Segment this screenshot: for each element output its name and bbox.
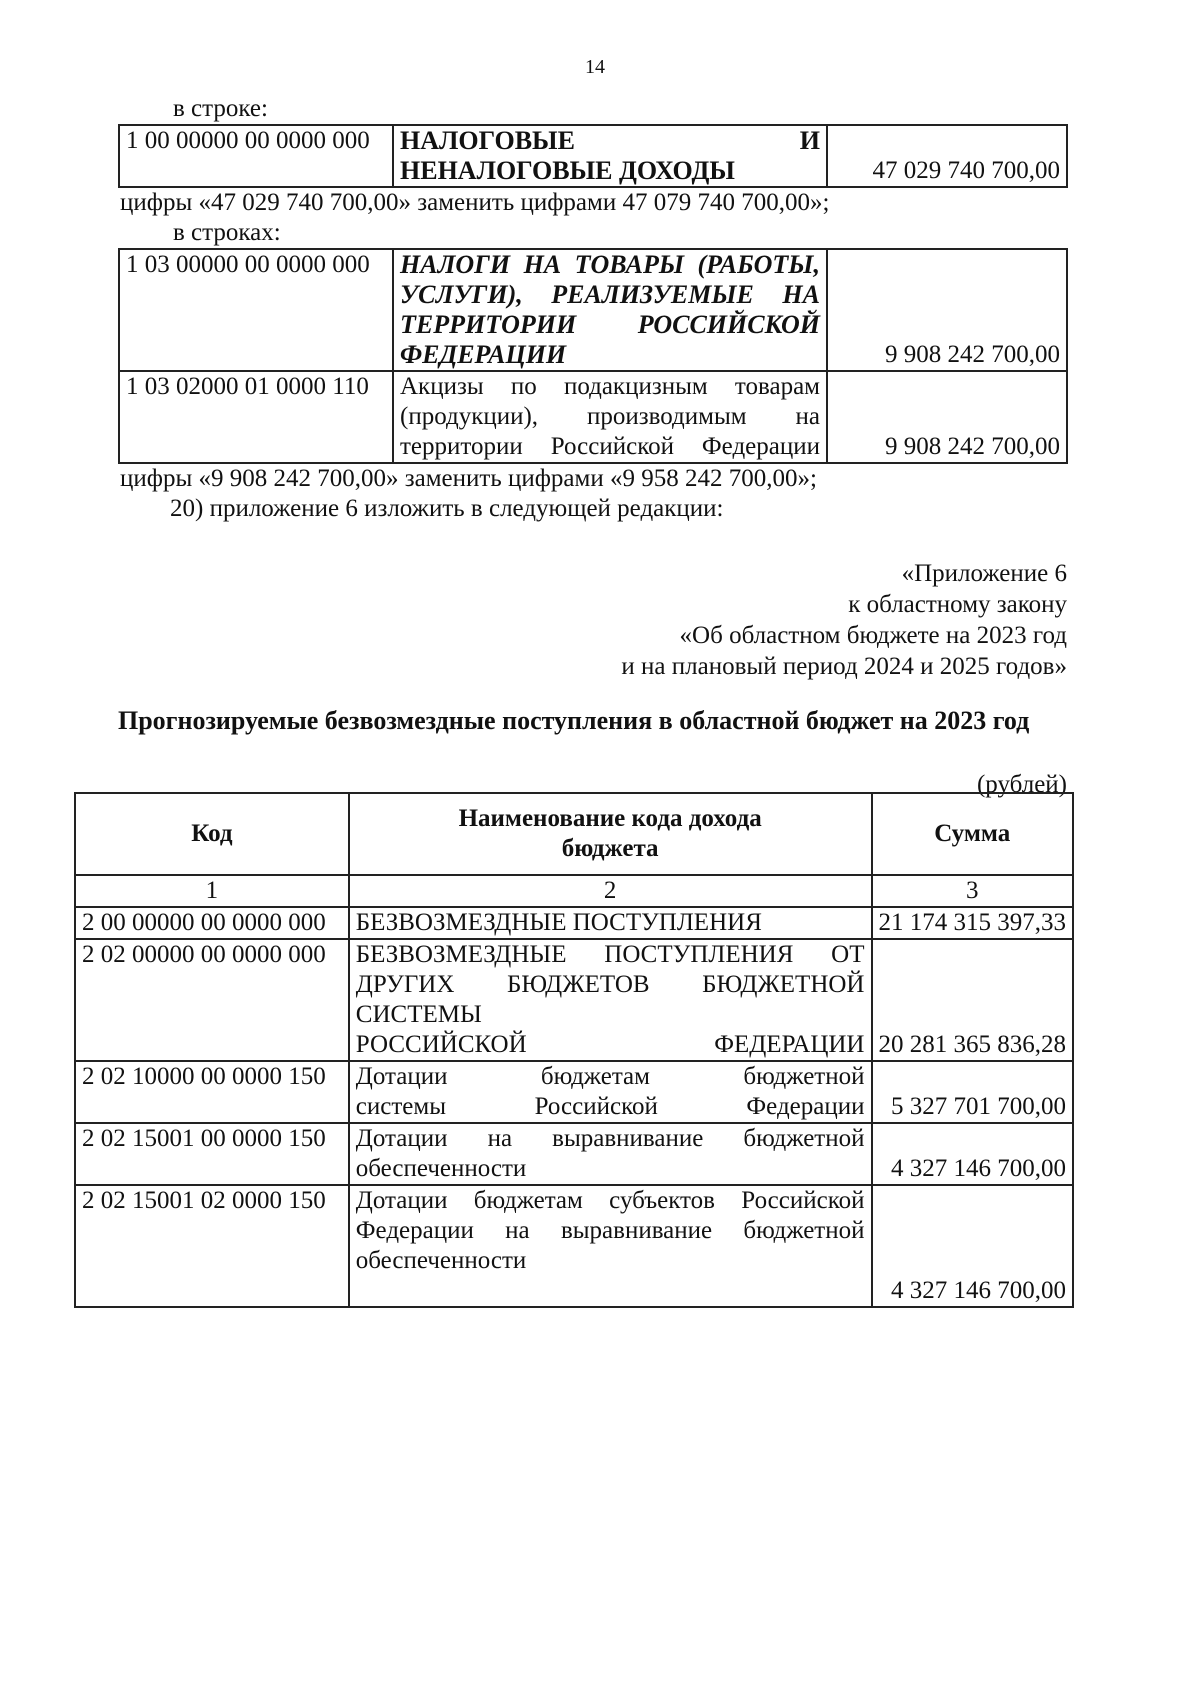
- sum-cell: 4 327 146 700,00: [872, 1123, 1074, 1185]
- code-cell: 2 02 15001 02 0000 150: [75, 1185, 349, 1307]
- name-cell: [349, 939, 872, 1061]
- code-cell: 1 03 02000 01 0000 110: [119, 371, 393, 463]
- table-row: [119, 249, 1067, 371]
- appendix-line: и на плановый период 2024 и 2025 годов»: [621, 653, 1067, 680]
- appendix-line: «Приложение 6: [901, 560, 1067, 587]
- name-cell: [349, 907, 872, 939]
- name-line: Дотации на выравнивание бюджетной: [355, 1125, 865, 1152]
- name-cell: [349, 1123, 872, 1185]
- revenue-table: [74, 792, 1074, 1308]
- units-label: (рублей): [976, 771, 1067, 798]
- name-line: системы Российской Федерации: [355, 1093, 865, 1120]
- table-row: [75, 907, 1073, 939]
- appendix-reference: [621, 558, 1067, 682]
- sum-cell: 4 327 146 700,00: [872, 1185, 1074, 1307]
- name-line: Акцизы по подакцизным товарам: [400, 373, 820, 400]
- sum-cell: 21 174 315 397,33: [872, 907, 1074, 939]
- table-header-row: [75, 793, 1073, 875]
- sum-cell: 5 327 701 700,00: [872, 1061, 1074, 1123]
- name-line: обеспеченности: [355, 1155, 527, 1182]
- name-cell: [349, 1061, 872, 1123]
- name-line: УСЛУГИ), РЕАЛИЗУЕМЫЕ НА: [400, 280, 820, 309]
- table-row: [119, 371, 1067, 463]
- name-cell: [393, 371, 827, 463]
- col-number: 1: [75, 875, 349, 907]
- header-code: Код: [75, 793, 349, 875]
- appendix-line: «Об областном бюджете на 2023 год: [679, 622, 1067, 649]
- header-name: Наименование кода дохода бюджета: [349, 793, 872, 875]
- code-cell: 2 00 00000 00 0000 000: [75, 907, 349, 939]
- item-20: 20) приложение 6 изложить в следующей редакции:: [170, 495, 724, 522]
- name-cell: [349, 1185, 872, 1307]
- code-cell: 2 02 10000 00 0000 150: [75, 1061, 349, 1123]
- name-line: НЕНАЛОГОВЫЕ ДОХОДЫ: [400, 156, 735, 185]
- code-cell: 2 02 00000 00 0000 000: [75, 939, 349, 1061]
- name-line: ОТ ДРУГИХ БЮДЖЕТОВ: [355, 941, 865, 998]
- code-cell: 2 02 15001 00 0000 150: [75, 1123, 349, 1185]
- name-line: ФЕДЕРАЦИИ: [400, 340, 567, 369]
- appendix-line: к областному закону: [848, 591, 1067, 618]
- column-number-row: [75, 875, 1073, 907]
- sum-cell: 9 908 242 700,00: [827, 249, 1067, 371]
- code-cell: 1 00 00000 00 0000 000: [119, 125, 393, 187]
- name-cell: [393, 249, 827, 371]
- amend2-intro: в строках:: [173, 219, 281, 246]
- name-line: выравнивание бюджетной: [560, 1217, 865, 1244]
- table-row: [75, 1061, 1073, 1123]
- name-line: БЕЗВОЗМЕЗДНЫЕ ПОСТУПЛЕНИЯ: [355, 909, 762, 936]
- name-line: (продукции), производимым на: [400, 403, 820, 430]
- sum-cell: 47 029 740 700,00: [827, 125, 1067, 187]
- sum-cell: 9 908 242 700,00: [827, 371, 1067, 463]
- name-line: БЕЗВОЗМЕЗДНЫЕ ПОСТУПЛЕНИЯ: [355, 941, 794, 968]
- col-number: 3: [872, 875, 1074, 907]
- table-row: [75, 939, 1073, 1061]
- amend1-intro: в строке:: [173, 95, 268, 122]
- sum-cell: 20 281 365 836,28: [872, 939, 1074, 1061]
- amend2-table: [118, 248, 1068, 464]
- col-number: 2: [349, 875, 872, 907]
- name-line: территории Российской Федерации: [400, 433, 820, 460]
- amend1-table: [118, 124, 1068, 188]
- name-line: И: [799, 126, 820, 155]
- page-number: 14: [585, 56, 605, 78]
- name-line: Дотации бюджетам бюджетной: [355, 1063, 865, 1090]
- name-line: РОССИЙСКОЙ ФЕДЕРАЦИИ: [355, 1031, 865, 1058]
- name-line: НАЛОГИ НА ТОВАРЫ (РАБОТЫ,: [400, 250, 820, 279]
- table-row: [75, 1123, 1073, 1185]
- amend2-replace: цифры «9 908 242 700,00» заменить цифрами «9 958 242 700,00»;: [120, 465, 817, 492]
- name-line: НАЛОГОВЫЕ: [400, 126, 575, 155]
- name-cell: [393, 125, 827, 187]
- name-line: Российской Федерации на: [355, 1187, 865, 1244]
- page-title: Прогнозируемые безвозмездные поступления в областной бюджет на 2023 год: [118, 706, 1030, 735]
- name-line: обеспеченности: [355, 1247, 527, 1274]
- name-line: ТЕРРИТОРИИ РОССИЙСКОЙ: [400, 310, 820, 339]
- name-line: БЮДЖЕТНОЙ СИСТЕМЫ: [355, 971, 865, 1028]
- code-cell: 1 03 00000 00 0000 000: [119, 249, 393, 371]
- table-row: [119, 125, 1067, 187]
- name-line: Дотации бюджетам субъектов: [355, 1187, 715, 1214]
- table-row: [75, 1185, 1073, 1307]
- header-sum: Сумма: [872, 793, 1074, 875]
- amend1-replace: цифры «47 029 740 700,00» заменить цифрами 47 079 740 700,00»;: [120, 189, 830, 216]
